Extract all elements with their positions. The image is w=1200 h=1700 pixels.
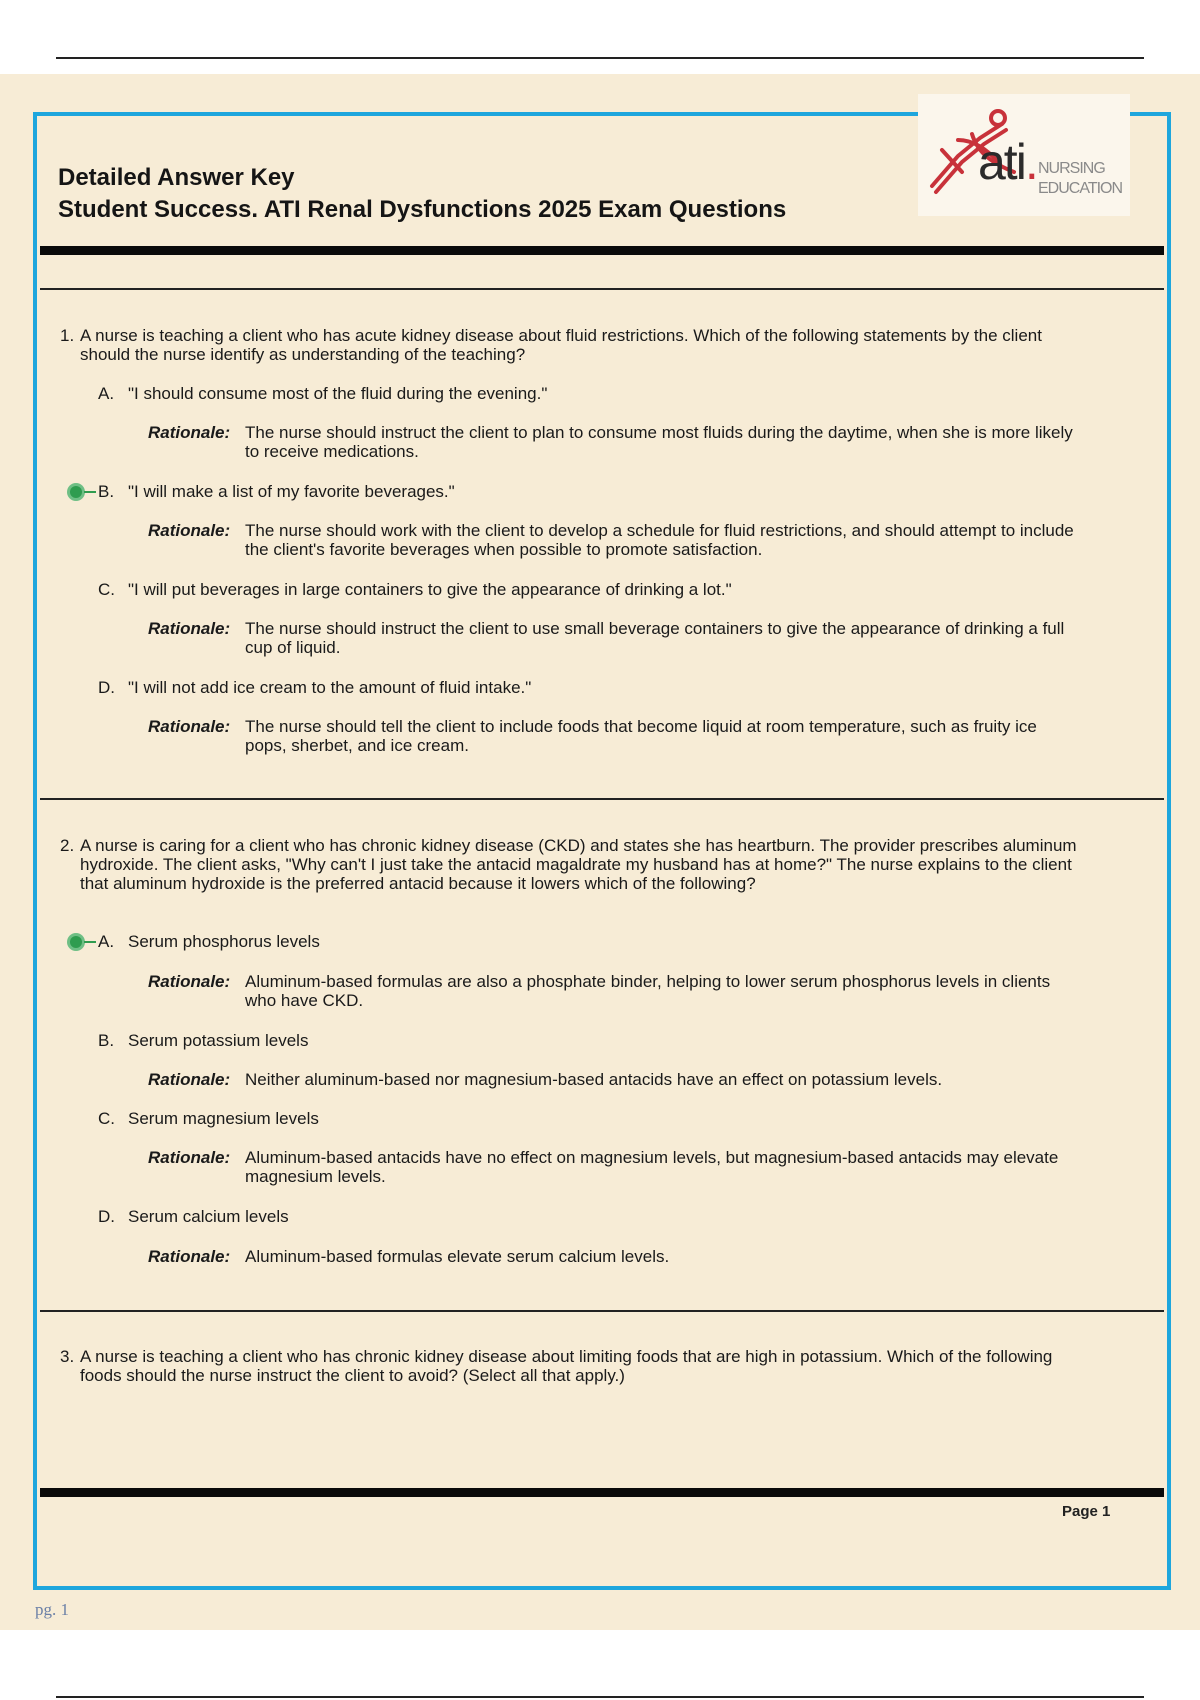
question-stem: A nurse is teaching a client who has chronic kidney disease about limiting foods that are high in potassium. Which of the following foods should the nurse instruct the client to avoid? (Select all that apply.) xyxy=(80,1347,1053,1385)
top-rule xyxy=(56,57,1144,59)
rationale-text: Aluminum-based formulas elevate serum calcium levels. xyxy=(245,1247,670,1266)
ati-logo xyxy=(918,94,1130,216)
rationale-text: Aluminum-based antacids have no effect on magnesium levels, but magnesium-based antacids may elevate magnesium levels. xyxy=(245,1148,1059,1186)
q1-rationale-c xyxy=(148,619,1078,657)
question-2 xyxy=(60,836,1080,893)
q2-rationale-d xyxy=(148,1247,1078,1266)
bottom-rule xyxy=(56,1696,1144,1698)
rationale-text: The nurse should tell the client to include foods that become liquid at room temperature, such as fruity ice pops, sherbet, and ice cream. xyxy=(245,717,1037,755)
option-text: "I will not add ice cream to the amount of fluid intake." xyxy=(128,678,532,697)
section-divider xyxy=(40,1310,1164,1312)
logo-brand: ati. xyxy=(978,134,1037,190)
option-text: "I should consume most of the fluid during the evening." xyxy=(128,384,548,403)
rationale-label: Rationale: xyxy=(148,972,231,991)
q1-rationale-d xyxy=(148,717,1078,755)
header-thick-rule xyxy=(40,246,1164,255)
q2-option-b xyxy=(98,1031,308,1051)
header-subtitle: Student Success. ATI Renal Dysfunctions 2025 Exam Questions xyxy=(58,196,787,223)
rationale-text: Aluminum-based formulas are also a phosphate binder, helping to lower serum phosphorus levels in clients who have CKD. xyxy=(245,972,1051,1010)
rationale-label: Rationale: xyxy=(148,619,231,638)
rationale-text: The nurse should work with the client to develop a schedule for fluid restrictions, and should attempt to include the client's favorite beverages when possible to promote satisfaction. xyxy=(245,521,1074,559)
option-letter: B. xyxy=(98,1031,115,1050)
rationale-text: The nurse should instruct the client to use small beverage containers to give the appearance of drinking a full cup of liquid. xyxy=(245,619,1065,657)
option-letter: B. xyxy=(98,482,115,501)
page-number: Page 1 xyxy=(1062,1503,1111,1520)
rationale-label: Rationale: xyxy=(148,521,231,540)
q2-rationale-c xyxy=(148,1148,1078,1186)
q1-rationale-a xyxy=(148,423,1078,461)
q1-option-d xyxy=(98,678,531,698)
pg-label: pg. 1 xyxy=(35,1600,69,1619)
option-letter: A. xyxy=(98,384,115,403)
rationale-label: Rationale: xyxy=(148,423,231,442)
question-number: 2. xyxy=(60,836,75,855)
question-stem: A nurse is caring for a client who has chronic kidney disease (CKD) and states she has heartburn. The provider prescribes aluminum hydroxide. The client asks, "Why can't I just take the antacid magaldrate my husband has at home?" The nurse explains to the client that aluminum hydroxide is the preferred antacid because it lowers which of the following? xyxy=(80,836,1077,893)
option-text: Serum phosphorus levels xyxy=(128,932,320,951)
option-text: Serum magnesium levels xyxy=(128,1109,319,1128)
logo-subtitle-1: NURSING xyxy=(1038,160,1105,177)
rationale-text: Neither aluminum-based nor magnesium-based antacids have an effect on potassium levels. xyxy=(245,1070,943,1089)
option-letter: D. xyxy=(98,678,115,697)
question-1 xyxy=(60,326,1080,364)
header-title: Detailed Answer Key xyxy=(58,164,295,191)
logo-subtitle-2: EDUCATION xyxy=(1038,180,1123,197)
option-text: "I will put beverages in large containers to give the appearance of drinking a lot." xyxy=(128,580,732,599)
option-letter: C. xyxy=(98,580,115,599)
question-3 xyxy=(60,1347,1080,1385)
rationale-label: Rationale: xyxy=(148,1148,231,1167)
q2-option-a xyxy=(98,932,320,952)
option-letter: C. xyxy=(98,1109,115,1128)
footer-thick-rule xyxy=(40,1488,1164,1497)
q2-rationale-b xyxy=(148,1070,1078,1089)
option-letter: A. xyxy=(98,932,115,951)
q1-rationale-b xyxy=(148,521,1078,559)
question-stem: A nurse is teaching a client who has acute kidney disease about fluid restrictions. Which of the following statements by the client should the nurse identify as understanding of the teaching? xyxy=(80,326,1042,364)
q2-option-d xyxy=(98,1207,289,1227)
correct-answer-marker-icon xyxy=(64,482,98,502)
rationale-label: Rationale: xyxy=(148,1070,231,1089)
option-text: Serum potassium levels xyxy=(128,1031,309,1050)
option-letter: D. xyxy=(98,1207,115,1226)
option-text: Serum calcium levels xyxy=(128,1207,289,1226)
question-number: 1. xyxy=(60,326,75,345)
option-text: "I will make a list of my favorite beverages." xyxy=(128,482,455,501)
rationale-label: Rationale: xyxy=(148,717,231,736)
question-number: 3. xyxy=(60,1347,75,1366)
document-header xyxy=(58,162,786,226)
rationale-text: The nurse should instruct the client to plan to consume most fluids during the daytime, when she is more likely to receive medications. xyxy=(245,423,1073,461)
q2-option-c xyxy=(98,1109,319,1129)
q1-option-c xyxy=(98,580,732,600)
q1-option-b xyxy=(98,482,455,502)
q2-rationale-a xyxy=(148,972,1078,1010)
section-divider xyxy=(40,288,1164,290)
q1-option-a xyxy=(98,384,547,404)
rationale-label: Rationale: xyxy=(148,1247,231,1266)
correct-answer-marker-icon xyxy=(64,932,98,952)
section-divider xyxy=(40,798,1164,800)
